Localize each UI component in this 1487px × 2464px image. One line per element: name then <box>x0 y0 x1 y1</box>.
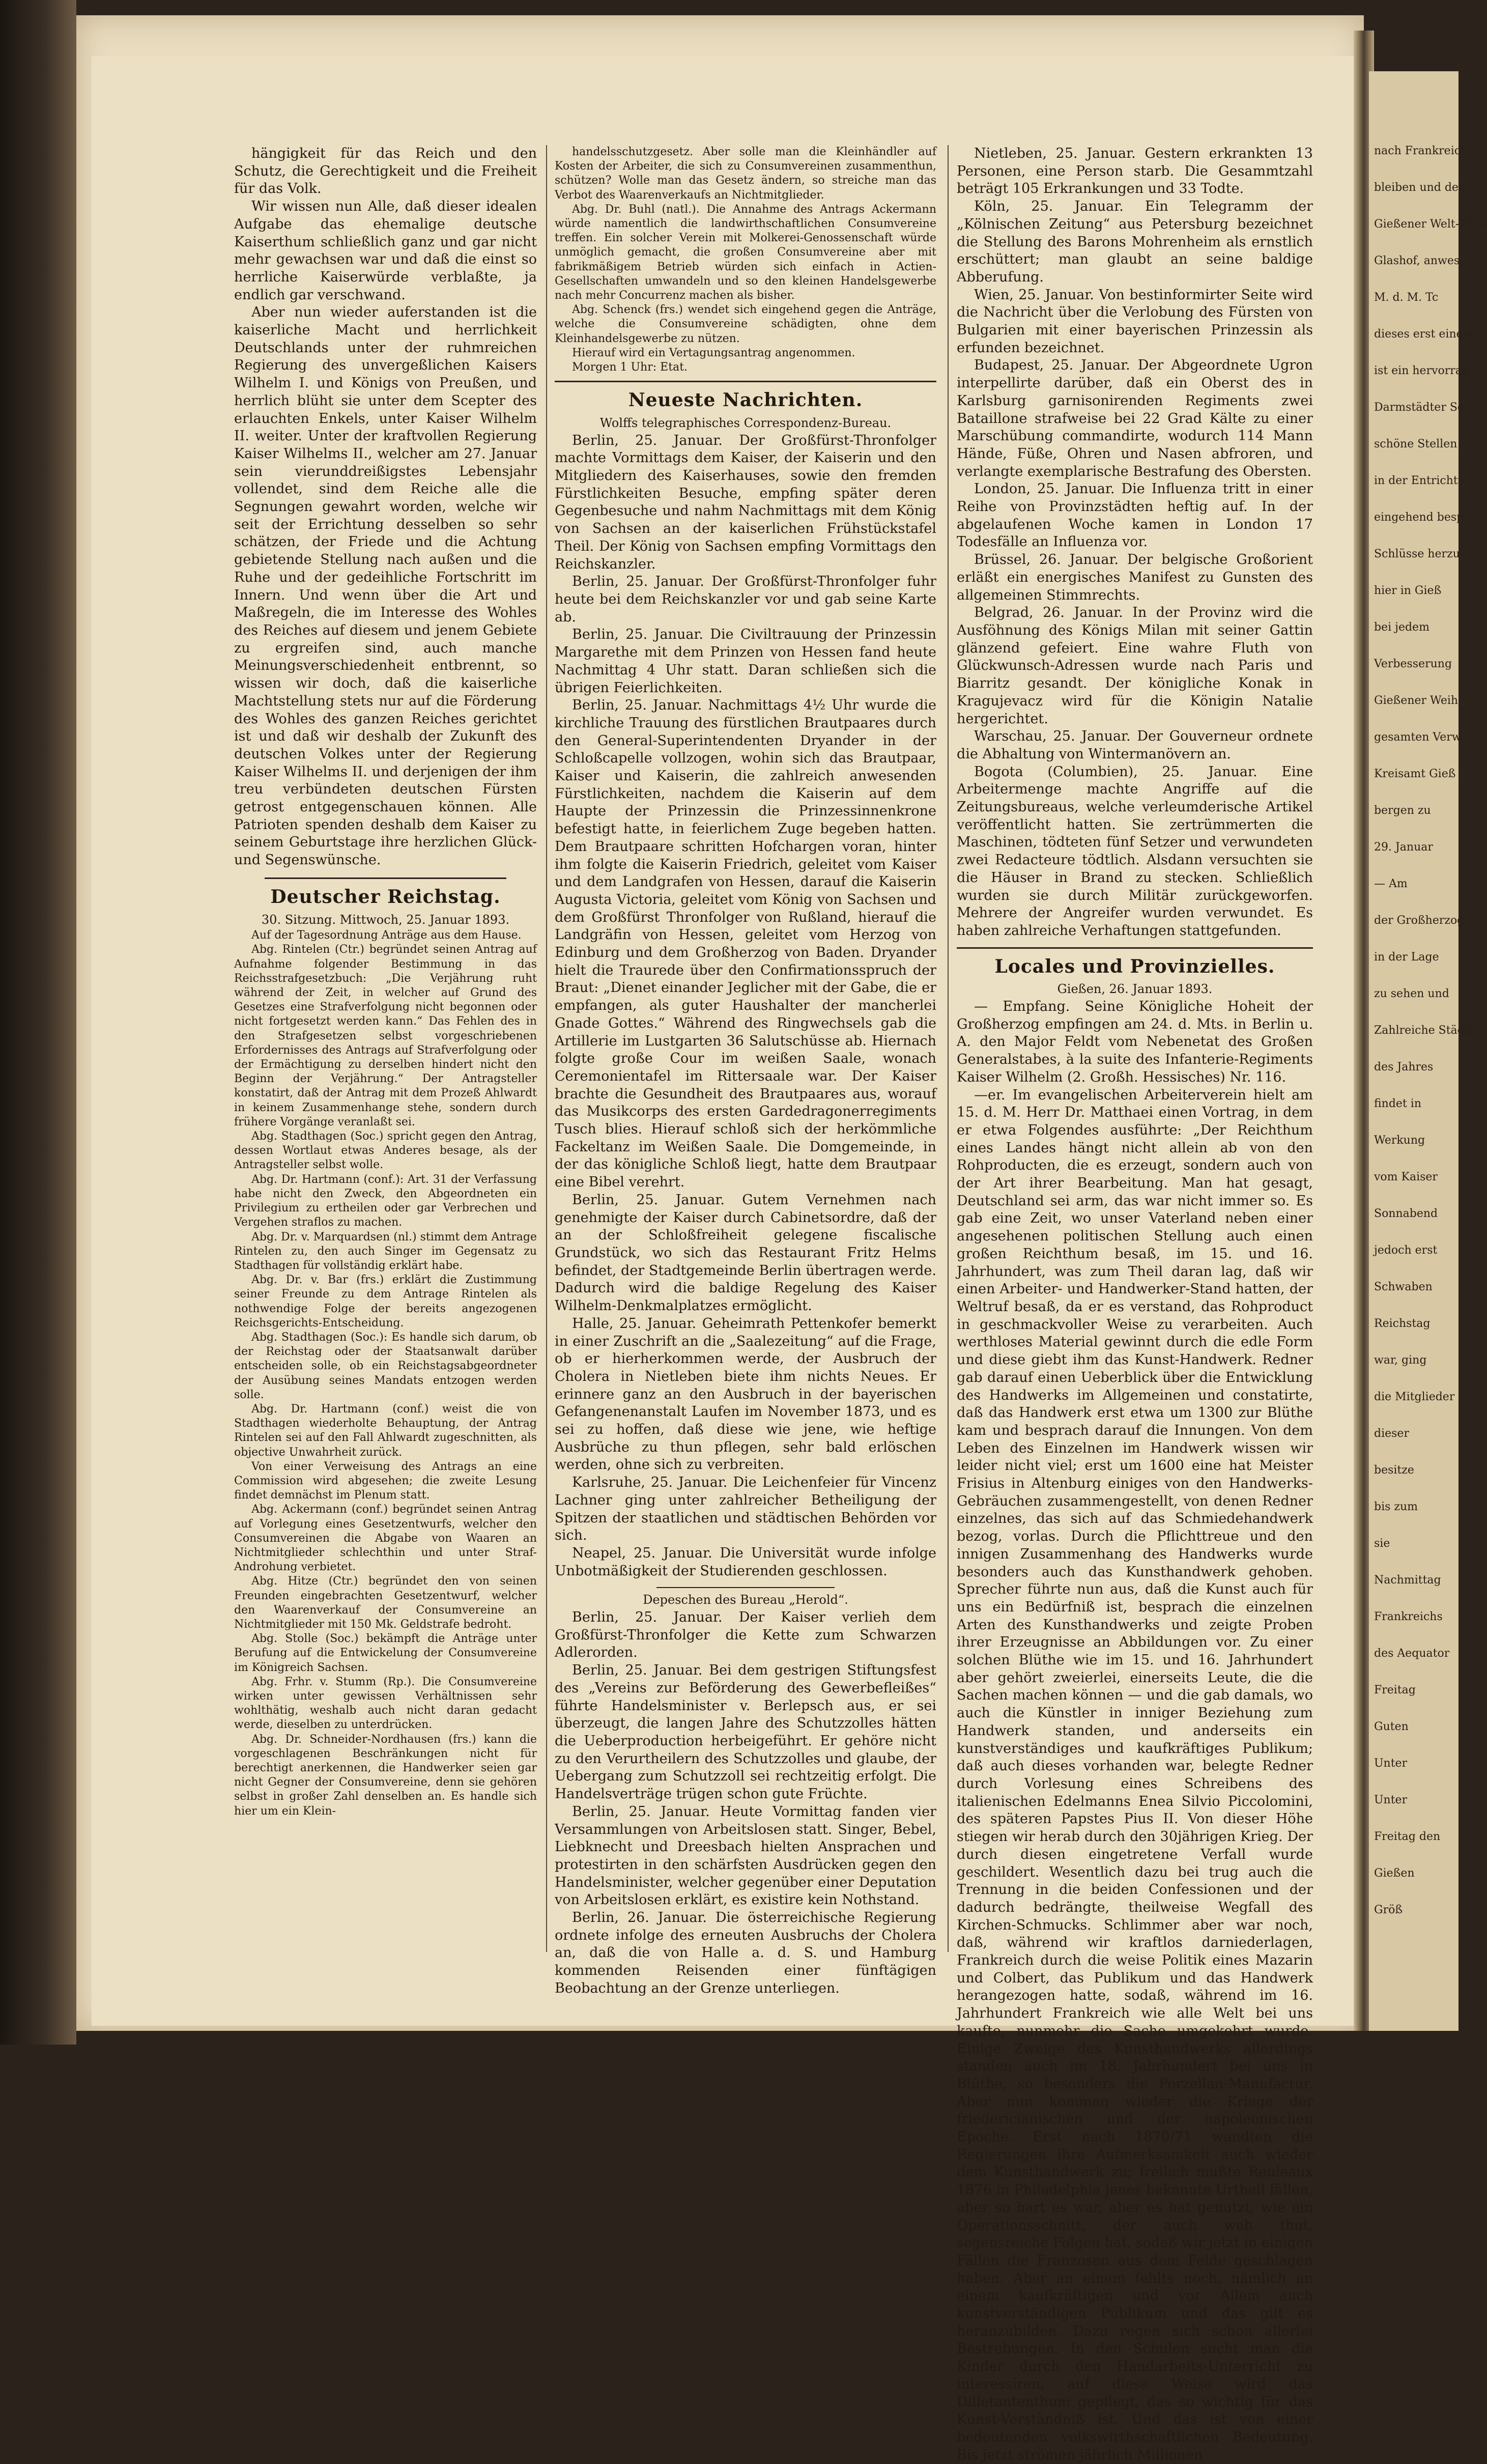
news-item: Wien, 25. Januar. Von bestinformirter Seite wird die Nachricht über die Verlobung des Fürsten von Bulgarien mit einer bayerischen Prinzessin als erfunden bezeichnet. <box>957 287 1313 356</box>
paragraph: Hierauf wird ein Vertagungsantrag angenommen. <box>572 346 855 359</box>
facing-page-fragment: Gießener Weih <box>1374 694 1459 707</box>
paragraph: Abg. Schenck (frs.) wendet sich eingehend gegen die Anträge, welche die Consumvereine schädigten, ohne dem Kleinhandelsgewerbe zu nützen. <box>555 303 936 345</box>
paragraph: handelsschutzgesetz. Aber solle man die Kleinhändler auf Kosten der Arbeiter, die sich zu Consumvereinen zusammenthun, schützen? Wolle man das Gesetz ändern, so streiche man das Verbot des Waarenverkaufs an Nichtmitglieder. <box>555 146 936 202</box>
column-2 <box>555 145 936 1998</box>
paragraph: Abg. Hitze (Ctr.) begründet den von seinen Freunden eingebrachten Gesetzentwurf, welcher den Waarenverkauf der Consumvereine an Nichtmitglieder mit 150 Mk. Geldstrafe bedroht. <box>234 1575 537 1631</box>
facing-page-fragment: in der Lage <box>1374 951 1439 964</box>
facing-page-fragment: bleiben und den <box>1374 181 1466 194</box>
news-item: Berlin, 25. Januar. Der Kaiser verlieh dem Großfürst-Thronfolger die Kette zum Schwarzen Adlerorden. <box>555 1609 936 1661</box>
facing-page-fragment: besitze <box>1374 1464 1414 1477</box>
facing-page-fragment: bis zum <box>1374 1500 1418 1513</box>
paragraph: Morgen 1 Uhr: Etat. <box>572 361 688 374</box>
paragraph: Abg. Dr. v. Bar (frs.) erklärt die Zustimmung seiner Freunde zu dem Antrage Rintelen als nothwendige Folge der bereits angezogenen Reichsgerichts-Entscheidung. <box>234 1273 537 1329</box>
paragraph: Abg. Frhr. v. Stumm (Rp.). Die Consumvereine wirken unter gewissen Verhältnissen sehr wohlthätig, weshalb auch nicht daran gedacht werde, dieselben zu unterdrücken. <box>234 1675 537 1732</box>
news-item: Brüssel, 26. Januar. Der belgische Großorient erläßt ein energisches Manifest zu Gunsten des allgemeinen Stimmrechts. <box>957 552 1313 603</box>
paragraph: Abg. Rintelen (Ctr.) begründet seinen Antrag auf Aufnahme folgender Bestimmung in das Reichsstrafgesetzbuch: „Die Verjährung ruht während der Zeit, in welcher auf Grund des Gesetzes eine Strafverfolgung nicht begonnen oder nicht fortgesetzt werden kann.“ Das Fehlen des in den Strafgesetzen selbst vorgeschriebenen Erfordernisses des Antrags auf Strafverfolgung oder der Ermächtigung zu derselben hindert nicht den Beginn der Verjährung.“ Der Antragsteller konstatirt, daß der Antrag mit dem Prozeß Ahlwardt in keinem Zusammenhange stehe, sondern durch frühere Vorgänge veranlaßt sei. <box>234 943 537 1128</box>
facing-page-fragment: bergen zu <box>1374 804 1431 817</box>
facing-page-fragment: eingehend bespr <box>1374 511 1469 524</box>
local-item: —er. Im evangelischen Arbeiterverein hielt am 15. d. M. Herr Dr. Matthaei einen Vortrag, in dem er etwa Folgendes ausführte: „Der Reichthum eines Landes hängt nicht allein ab von den Rohproducten, die es erzeugt, sondern auch von der Art ihrer Bearbeitung. Man hat gesagt, Deutschland sei arm, das war nicht immer so. Es gab eine Zeit, wo unser Vaterland neben einer angesehenen politischen Stellung auch einen großen Reichthum besaß, im 15. und 16. Jahrhundert, was zum Theil daran lag, daß wir einen Arbeiter- und Handwerker-Stand hatten, der Weltruf besaß, da er es verstand, das Rohproduct in geschmackvoller Weise zu verarbeiten. Auch werthloses Material gewinnt durch die edle Form und diese giebt ihm das Kunst-Handwerk. Redner gab darauf einen Ueberblick über die Entwicklung des Handwerks im Allgemeinen und constatirte, daß das Handwerk erst etwa um 1300 zur Blüthe kam und besprach darauf die Innungen. Von dem Leben des Einzelnen im Handwerk wissen wir leider nicht viel; erst um 1600 eine hat Meister Frisius in Altenburg einiges von den Handwerks-Gebräuchen zusammengestellt, von denen Redner einzelnes, das sich auf das Schmiedehandwerk bezog, vorlas. Durch die Pflichttreue und den innigen Zusammenhang des Handwerks wurde besonders auch das Kunsthandwerk gehoben. Sprecher führte nun aus, daß die Kunst auch für uns ein Bedürfniß ist, besprach die einzelnen Arten des Kunsthandwerks und zeigte Proben ihrer Erzeugnisse an Abbildungen vor. Zu einer solchen Blüthe wie im 15. und 16. Jahrhundert aber gehört zweierlei, einerseits Leute, die die Sachen machen können — und die gab damals, wo auch die Künstler in inniger Beziehung zum Handwerk standen, und anderseits ein kunstverständiges und kaufkräftiges Publikum; daß auch dieses vorhanden war, belegte Redner durch Vorlesung eines Schreibens des italienischen Edelmanns Enea Silvio Piccolomini, des späteren Papstes Pius II. Von dieser Höhe stiegen wir herab durch den 30jährigen Krieg. Der durch diesen eingetretene Verfall wurde geschildert. Wesentlich dazu bei trug auch die Trennung in die beiden Confessionen und der dadurch bedrängte, theilweise Wegfall des Kirchen-Schmucks. Schlimmer aber war noch, daß, während wir kraftlos darniederlagen, Frankreich durch die weise Politik eines Mazarin und Colbert, das Publikum und das Handwerk herangezogen hatte, sodaß, während im 16. Jahrhundert Frankreich wie alle Welt bei uns kaufte, nunmehr die Sache umgekehrt wurde. Einige Zweige des Kunsthandwerks allerdings standen auch im 18. Jahrhundert bei uns in Blüthe, so besonders die Porzellan-Manufactur. Aber nun kommen wieder die Kriege der friedericianischen und der napoleonischen Epoche. Erst nach 1870/71 wandten die Regierungen ihre Aufmerksamkeit auch wieder dem Kunsthandwerk zu; freilich mußte Reuleaux 1876 in Philadelphia jenes bekannte Urtheil fällen, aber so hart es war, aber es hat genutzt, wie ein Operationsschnitt, der auch weh thut, segensreiche Folgen hat, sodaß wir jetzt in einigen Fällen die Franzosen aus dem Felde geschlagen haben. Aber an einem fehlts noch, nämlich an einem kaufkräftigen und vor Allem auch kunstverständigen Publikum und das gilt es heranzubilden. Dazu regen sich schon allerlei Bestrebungen. In den Schulen sucht man die Kinder durch den Handarbeits-Unterricht zu interessiren, auf diese Weise wird das Dilletantenthum gepflegt, das so wichtig für das Kunst-Verständniß ist. Und das ist von einer bedeutenden volkswirthschaftlichen Bedeutung. Bis jetzt strömen jährlich Millionen <box>957 1087 1313 2463</box>
facing-page-fragment: Freitag den <box>1374 1830 1441 1843</box>
facing-page-fragment: Gießener Welt-Tüch <box>1374 218 1487 231</box>
column-1 <box>234 145 537 1819</box>
facing-page-fragment: des Jahres <box>1374 1061 1434 1073</box>
news-item: Berlin, 25. Januar. Die Civiltrauung der Prinzessin Margarethe mit dem Prinzen von Hessen fand heute Nachmittag 4 Uhr statt. Daran schließen sich die übrigen Feierlichkeiten. <box>555 627 936 696</box>
news-item: Köln, 25. Januar. Ein Telegramm der „Kölnischen Zeitung“ aus Petersburg bezeichnet die Stellung des Barons Mohrenheim als ernstlich erschüttert; man glaubt an seine baldige Abberufung. <box>957 199 1313 285</box>
news-item: Neapel, 25. Januar. Die Universität wurde infolge Unbotmäßigkeit der Studierenden geschlossen. <box>555 1545 936 1579</box>
local-item: — Empfang. Seine Königliche Hoheit der Großherzog empfingen am 24. d. Mts. in Berlin u. A. den Major Feldt vom Nebenetat des Großen Generalstabes, à la suite des Infanterie-Regiments Kaiser Wilhelm (2. Großh. Hessisches) Nr. 116. <box>957 999 1313 1085</box>
facing-page-fragment: Größ <box>1374 1904 1403 1916</box>
news-item: Halle, 25. Januar. Geheimrath Pettenkofer bemerkt in einer Zuschrift an die „Saalezeitung“ auf die Frage, ob er hierherkommen werde, der Ausbruch der Cholera in Nietleben biete ihm nichts Neues. Er erinnere ganz an den Ausbruch in der bayerischen Gefangenenanstalt Laufen im November 1873, und es sei zu hoffen, daß diese wie jene, wie heftige Ausbrüche zu thun pflegen, sehr bald erlöschen werden, ohne sich zu verbreiten. <box>555 1315 936 1473</box>
bureau-line: Wolffs telegraphisches Correspondenz-Bureau. <box>599 415 892 430</box>
news-item: Berlin, 25. Januar. Bei dem gestrigen Stiftungsfest des „Vereins zur Beförderung des Gewerbefleißes“ führte Handelsminister v. Berlepsch aus, er sei überzeugt, die langen Jahre des Schutzzolles hätten die Ueberproduction herbeigeführt. Er gehöre nicht zu den Verurtheilern des Schutzzolles und glaube, der Uebergang zum Schutzzoll sei rechtzeitig erfolgt. Die Handelsverträge trügen schon gute Früchte. <box>555 1662 936 1802</box>
facing-page-fragment: war, ging <box>1374 1354 1427 1367</box>
news-item: Berlin, 25. Januar. Nachmittags 4½ Uhr wurde die kirchliche Trauung des fürstlichen Brautpaares durch den General-Superintendenten Dryander in der Schloßcapelle vollzogen, wohin sich das Brautpaar, Kaiser und Kaiserin, die zahlreich anwesenden Fürstlichkeiten, nachdem die Kaiserin auf dem Haupte der Prinzessin die Prinzessinnenkrone befestigt hatte, in feierlichem Zuge begeben hatten. Dem Brautpaare schritten Hofchargen voran, hinter ihm folgte die Kaiserin Friedrich, geleitet vom Kaiser und dem Landgrafen von Hessen, darauf die Kaiserin Augusta Victoria, geleitet vom König von Sachsen und dem Großfürst Thronfolger von Rußland, hierauf die Landgräfin von Hessen, geleitet vom Herzog von Edinburg und dem Großherzog von Baden. Dryander hielt die Traurede über den Confirmationsspruch der Braut: „Dienet einander Jeglicher mit der Gabe, die er empfangen, als guter Haushalter der mancherlei Gnade Gottes.“ Während des Ringwechsels gab die Artillerie im Lustgarten 36 Salutschüsse ab. Hiernach folgte große Cour im weißen Saale, wonach Ceremonientafel im Rittersaale war. Der Kaiser brachte die Gesundheit des Brautpaares aus, worauf das Musikcorps des ersten Gardedragonerregiments Tusch blies. Hierauf schloß sich der herkömmliche Fackeltanz im Weißen Saale. Die Domgemeinde, in der das königliche Schloß liegt, hatte dem Brautpaar eine Bibel verehrt. <box>555 697 936 1191</box>
facing-page-fragment: Frankreichs <box>1374 1610 1443 1623</box>
paragraph: Abg. Stadthagen (Soc.): Es handle sich darum, ob der Reichstag oder der Staatsanwalt darüber entscheiden solle, ob ein Reichstagsabgeordneter der Ausübung seines Mandats entzogen werden solle. <box>234 1330 537 1401</box>
news-item: Belgrad, 26. Januar. In der Provinz wird die Ausföhnung des Königs Milan mit seiner Gattin glänzend gefeiert. Eine wahre Fluth von Glückwunsch-Adressen wurde nach Paris und Biarritz gesandt. Der königliche Konak in Kragujevacz wird für die Königin Natalie hergerichtet. <box>957 605 1313 727</box>
paragraph: Auf der Tagesordnung Anträge aus dem Hause. <box>251 929 522 942</box>
section-rule <box>555 381 936 382</box>
facing-page-fragment: Verbesserung <box>1374 658 1452 670</box>
herold-line: Depeschen des Bureau „Herold“. <box>643 1593 848 1607</box>
news-item: Berlin, 25. Januar. Der Großfürst-Thronfolger machte Vormittags dem Kaiser, der Kaiserin und den Mitgliedern des Kaiserhauses, sowie den fremden Fürstlichkeiten Besuche, empfing später deren Gegenbesuche und nahm Nachmittags mit dem König von Sachsen an der kaiserlichen Frühstückstafel Theil. Der König von Sachsen empfing Vormittags den Reichskanzler. <box>555 432 936 572</box>
section-rule <box>957 947 1313 949</box>
facing-page-fragment: dieser <box>1374 1427 1409 1440</box>
facing-page-fragment: Freitag <box>1374 1684 1416 1696</box>
facing-page-fragment: findet in <box>1374 1097 1421 1110</box>
facing-page-fragment: hier in Gieß <box>1374 584 1442 597</box>
facing-page-fragment: vom Kaiser <box>1374 1171 1438 1183</box>
section-heading-news: Neueste Nachrichten. <box>628 389 863 411</box>
facing-page-fragment: nach Frankreich, <box>1374 145 1472 157</box>
paragraph: hängigkeit für das Reich und den Schutz, die Gerechtigkeit und die Freiheit für das Volk. <box>234 146 537 197</box>
paragraph: Abg. Stolle (Soc.) bekämpft die Anträge unter Berufung auf die Entwickelung der Consumvereine im Königreich Sachsen. <box>234 1632 537 1674</box>
news-item: Berlin, 25. Januar. Der Großfürst-Thronfolger fuhr heute bei dem Reichskanzler vor und gab seine Karte ab. <box>555 574 936 625</box>
facing-page-fragment: Darmstädter So <box>1374 401 1465 414</box>
news-item: London, 25. Januar. Die Influenza tritt in einer Reihe von Provinzstädten heftig auf. In der abgelaufenen Woche kamen in London 17 Todesfälle an Influenza vor. <box>957 481 1313 550</box>
facing-page-fragment: Kreisamt Gieß <box>1374 768 1456 780</box>
section-heading-reichstag: Deutscher Reichstag. <box>270 886 501 908</box>
paragraph: Wir wissen nun Alle, daß dieser idealen Aufgabe das ehemalige deutsche Kaiserthum schließlich ganz und gar nicht mehr gewachsen war und daß die einst so herrliche Kaiserwürde verblaßte, ja endlich gar verschwand. <box>234 199 537 303</box>
news-item: Bogota (Columbien), 25. Januar. Eine Arbeitermenge machte Angriffe auf die Zeitungsbureaus, welche verleumderische Artikel veröffentlicht hatten. Sie zertrümmerten die Maschinen, tödteten fünf Setzer und verwundeten zwei Redacteure tödtlich. Alsdann versuchten sie die Häuser in Brand zu stecken. Schließlich wurden sie durch Militär zurückgeworfen. Mehrere der Angreifer wurden verwundet. Es haben zahlreiche Verhaftungen stattgefunden. <box>957 763 1313 939</box>
facing-page-fragment: schöne Stellen <box>1374 438 1457 450</box>
session-line: 30. Sitzung. Mittwoch, 25. Januar 1893. <box>261 912 510 927</box>
book-binding <box>0 0 76 2045</box>
paragraph: Abg. Dr. v. Marquardsen (nl.) stimmt dem Antrage Rintelen zu, den auch Singer im Gegensatz zu Stadthagen für vollständig erklärt habe. <box>234 1230 537 1272</box>
paragraph: Aber nun wieder auferstanden ist die kaiserliche Macht und herrlichkeit Deutschlands unter der ruhmreichen Regierung des unvergeßlichen Kaisers Wilhelm I. und Königs von Preußen, und herrlich blüht sie unter dem Scepter des erlauchten Enkels, unter Kaiser Wilhelm II. weiter. Unter der kraftvollen Regierung Kaiser Wilhelms II., welcher am 27. Januar sein vierunddreißigstes Lebensjahr vollendet, sind dem Reiche alle die Segnungen gewahrt worden, welche wir seit der Errichtung desselben so sehr schätzen, der Friede und die Achtung gebietende Stellung nach außen und die Ruhe und der gedeihliche Fortschritt im Innern. Und wenn über die Art und Maßregeln, die im Interesse des Wohles des Reiches auf diesem und jenem Gebiete zu ergreifen sind, auch manche Meinungsverschiedenheit entbrennt, so wissen wir doch, daß die kaiserliche Machtstellung stets nur auf die Förderung des Wohles des ganzen Reiches gerichtet ist und daß wir deshalb der Zukunft des deutschen Volkes unter der Regierung Kaiser Wilhelms II. und derjenigen der ihm treu verbündeten deutschen Fürsten getrost entgegenschauen können. Alle Patrioten spenden deshalb dem Kaiser zu seinem Geburtstage ihre herzlichen Glück- und Segenswünsche. <box>234 304 537 868</box>
facing-page-fragment: der Großherzog <box>1374 914 1465 927</box>
facing-page-fragment: in der Entrichtur <box>1374 474 1471 487</box>
paragraph: Von einer Verweisung des Antrags an eine Commission wird abgesehen; die zweite Lesung findet demnächst im Plenum statt. <box>234 1460 537 1502</box>
facing-page-fragment: gesamten Verw <box>1374 731 1462 744</box>
news-item: Budapest, 25. Januar. Der Abgeordnete Ugron interpellirte darüber, daß ein Oberst des in Karlsburg garnisonirenden Regiments zwei Bataillone strafweise bei 22 Grad Kälte zu einer Marschübung commandirte, wodurch 114 Mann Hände, Füße, Ohren und Nasen abfroren, und verlangte exemplarische Bestrafung des Obersten. <box>957 357 1313 479</box>
facing-page-fragment: — Am <box>1374 877 1408 890</box>
facing-page-fragment: Schlüsse herzu <box>1374 548 1460 560</box>
dateline: Gießen, 26. Januar 1893. <box>1057 982 1213 997</box>
facing-page-fragment: die Mitglieder <box>1374 1391 1455 1403</box>
column-divider-2 <box>948 145 949 1952</box>
news-item: Berlin, 26. Januar. Die österreichische Regierung ordnete infolge des erneuten Ausbruchs der Cholera an, daß die von Halle a. d. S. und Hamburg kommenden Reisenden einer fünftägigen Beobachtung an der Grenze unterliegen. <box>555 1910 936 1996</box>
facing-page-fragment: Schwaben <box>1374 1281 1433 1293</box>
column-3 <box>957 145 1313 2464</box>
paragraph: Abg. Dr. Hartmann (conf.): Art. 31 der Verfassung habe nicht den Zweck, den Abgeordneten ein Privilegium zu ertheilen oder gar Verbrechen und Vergehen straflos zu machen. <box>234 1173 537 1229</box>
facing-page-fragment: Unter <box>1374 1794 1408 1806</box>
facing-page-fragment: Werkung <box>1374 1134 1425 1147</box>
news-item: Berlin, 25. Januar. Heute Vormittag fanden vier Versammlungen von Arbeitslosen statt. Singer, Bebel, Liebknecht und Dreesbach hielten Ansprachen und protestirten in den schärfsten Ausdrücken gegen den Handelsminister, welcher gegenüber einer Deputation von Arbeitslosen erklärt, es existire kein Nothstand. <box>555 1803 936 1908</box>
facing-page-fragment: sie <box>1374 1537 1390 1550</box>
facing-page-fragment: bei jedem <box>1374 621 1429 634</box>
section-heading-locales: Locales und Provinzielles. <box>994 955 1275 977</box>
facing-page-fragment: Zahlreiche Städte <box>1374 1024 1476 1037</box>
paragraph: Abg. Dr. Schneider-Nordhausen (frs.) kann die vorgeschlagenen Beschränkungen nicht für berechtigt anerkennen, die Handwerker seien gar nicht Gegner der Consumvereine, denn sie gehören selbst in großer Zahl denselben an. Es handle sich hier um ein Klein- <box>234 1733 537 1818</box>
facing-page-fragment: jedoch erst <box>1374 1244 1438 1257</box>
news-item: Warschau, 25. Januar. Der Gouverneur ordnete die Abhaltung von Wintermanövern an. <box>957 728 1313 762</box>
facing-page-fragment: Unter <box>1374 1757 1408 1770</box>
facing-page-fragment: des Aequator <box>1374 1647 1450 1660</box>
facing-page-fragment: dieses erst einem <box>1374 328 1474 341</box>
facing-page-fragment: M. d. M. Tc <box>1374 291 1439 304</box>
paragraph: Abg. Ackermann (conf.) begründet seinen Antrag auf Vorlegung eines Gesetzentwurfs, welcher den Consumvereinen die Abgabe von Waaren an Nichtmitglieder schlechthin und unter Straf-Androhung verbietet. <box>234 1503 537 1574</box>
paragraph: Abg. Dr. Hartmann (conf.) weist die von Stadthagen wiederholte Behauptung, der Antrag Rintelen sei auf den Fall Ahlwardt zugeschnitten, als objective Unwahrheit zurück. <box>234 1402 537 1459</box>
column-divider-1 <box>546 145 547 1952</box>
facing-page-fragment: Nachmittag <box>1374 1574 1441 1587</box>
facing-page-fragment: Sonnabend <box>1374 1207 1438 1220</box>
facing-page-fragment: 29. Januar <box>1374 841 1433 854</box>
facing-page-fragment: zu sehen und <box>1374 987 1449 1000</box>
facing-page-fragment: Reichstag <box>1374 1317 1431 1330</box>
paragraph: Abg. Dr. Buhl (natl.). Die Annahme des Antrags Ackermann würde namentlich die landwirthschaftlichen Consumvereine treffen. Ein solcher Verein mit Molkerei-Genossenschaft würde unmöglich gemacht, die großen Consumvereine aber mit fabrikmäßigem Betrieb würden sich einfach in Actien-Gesellschaften umwandeln und so den kleinen Handelsgewerbe nach mehr Concurrenz machen als bisher. <box>555 203 936 302</box>
section-rule <box>265 877 506 879</box>
facing-page-fragment: Gießen <box>1374 1867 1415 1880</box>
news-item: Nietleben, 25. Januar. Gestern erkrankten 13 Personen, eine Person starb. Die Gesammtzahl beträgt 105 Erkrankungen und 33 Todte. <box>957 146 1313 197</box>
facing-page-fragment: Glashof, anwes <box>1374 254 1460 267</box>
paragraph: Abg. Stadthagen (Soc.) spricht gegen den Antrag, dessen Wortlaut etwas Anderes besage, als der Antragsteller selbst wolle. <box>234 1130 537 1172</box>
news-item: Berlin, 25. Januar. Gutem Vernehmen nach genehmigte der Kaiser durch Cabinetsordre, daß der an der Schloßfreiheit gelegene fiscalische Grundstück, wo sich das Restaurant Fritz Helms befindet, der Stadtgemeinde Berlin übertragen werde. Dadurch wird die baldige Regelung des Kaiser Wilhelm-Denkmalplatzes ermöglicht. <box>555 1192 936 1314</box>
facing-page-fragment: ist ein hervorrag <box>1374 364 1469 377</box>
facing-page-fragment: Guten <box>1374 1720 1409 1733</box>
divider-rule <box>656 1587 835 1588</box>
news-item: Karlsruhe, 25. Januar. Die Leichenfeier für Vincenz Lachner ging unter zahlreicher Betheiligung der Spitzen der staatlichen und städtischen Behörden vor sich. <box>555 1475 936 1544</box>
